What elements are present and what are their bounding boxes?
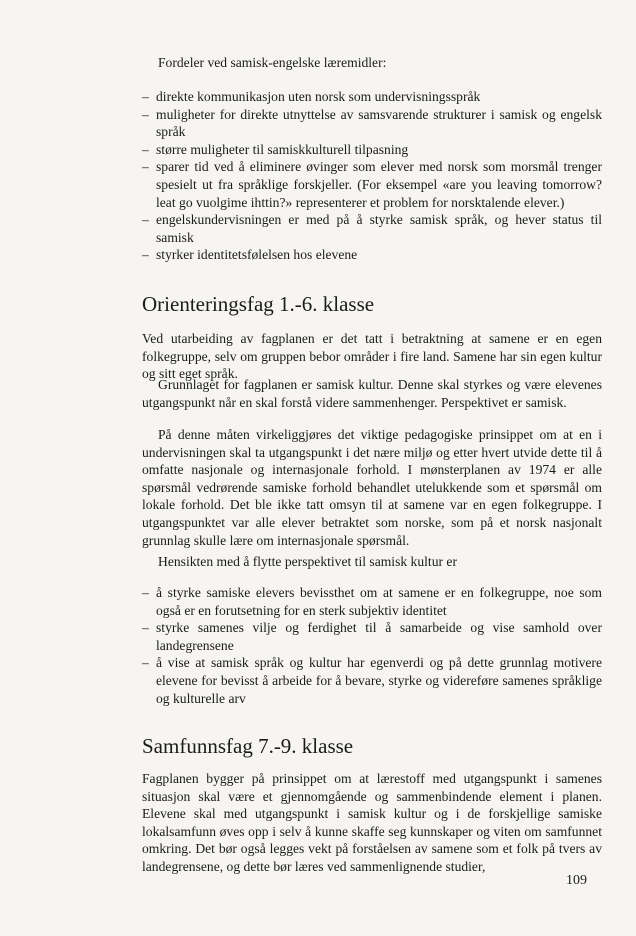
- list-item: – styrker identitetsfølelsen hos elevene: [142, 246, 602, 264]
- goals-list: [142, 584, 602, 707]
- page-number: 109: [566, 873, 587, 888]
- advantages-list: [142, 88, 602, 264]
- intro-line: Fordeler ved samisk-engelske læremidler:: [158, 55, 387, 70]
- list-item: – sparer tid ved å eliminere øvinger som elever med norsk som morsmål trenger spesielt ut fra språklige forskjeller. (For eksempel «are you leaving tomorrow? leat go vuolgime ihttin?» representerer et problem for norsktalende elever.): [142, 158, 602, 211]
- list-item: – å vise at samisk språk og kultur har egenverdi og på dette grunnlag motivere elevene for bevisst å arbeide for å bevare, styrke og videreføre samenes språklige og kulturelle arv: [142, 654, 602, 707]
- paragraph: Hensikten med å flytte perspektivet til samisk kultur er: [158, 554, 457, 569]
- section-heading-orienteringsfag: Orienteringsfag 1.-6. klasse: [142, 292, 375, 316]
- list-item: – styrke samenes vilje og ferdighet til å samarbeide og vise samhold over landegrensene: [142, 619, 602, 654]
- paragraph: Fagplanen bygger på prinsippet om at lærestoff med utgangspunkt i samenes situasjon skal være et gjennomgående og sammenbindende element i planen. Elevene skal med utgangspunkt i samisk kultur og i de forskjellige samiske lokalsamfunn øves opp i selv å kunne skaffe seg kunnskaper og viten om samfunnet omkring. Det bør også legges vekt på forståelsen av samene som et folk på tvers av landegrensene, og dette bør læres ved sammenlignende studier,: [142, 771, 602, 874]
- section-heading-samfunnsfag: Samfunnsfag 7.-9. klasse: [142, 734, 354, 758]
- list-item: – muligheter for direkte utnyttelse av samsvarende strukturer i samisk og engelsk språk: [142, 106, 602, 141]
- list-item: – engelskundervisningen er med på å styrke samisk språk, og hever status til samisk: [142, 211, 602, 246]
- paragraph: På denne måten virkeliggjøres det viktige pedagogiske prinsippet om at en i undervisningen skal ta utgangspunkt i det nære miljø og etter hvert utvide dette til å omfatte nasjonale og internasjonale forhold. I mønsterplanen av 1974 er alle spørsmål vedrørende samiske forhold behandlet utelukkende som et spørsmål om lokale forhold. Det ble ikke tatt omsyn til at samene var en egen folkegruppe. I utgangspunktet var alle elever betraktet som norske, som på et norsk nasjonalt grunnlag skulle lære om internasjonale spørsmål.: [142, 427, 602, 548]
- paragraph: Ved utarbeiding av fagplanen er det tatt i betraktning at samene er en egen folkegruppe, selv om gruppen bebor områder i fire land. Samene har sin egen kultur og sitt eget språk.: [142, 331, 602, 382]
- list-item: – større muligheter til samiskkulturell tilpasning: [142, 141, 602, 159]
- list-item: – direkte kommunikasjon uten norsk som undervisningsspråk: [142, 88, 602, 106]
- paragraph: Grunnlaget for fagplanen er samisk kultur. Denne skal styrkes og være elevenes utgangspunkt når en skal forstå videre sammenhenger. Perspektivet er samisk.: [142, 377, 602, 410]
- list-item: – å styrke samiske elevers bevissthet om at samene er en folkegruppe, noe som også er en forutsetning for en sterk subjektiv identitet: [142, 584, 602, 619]
